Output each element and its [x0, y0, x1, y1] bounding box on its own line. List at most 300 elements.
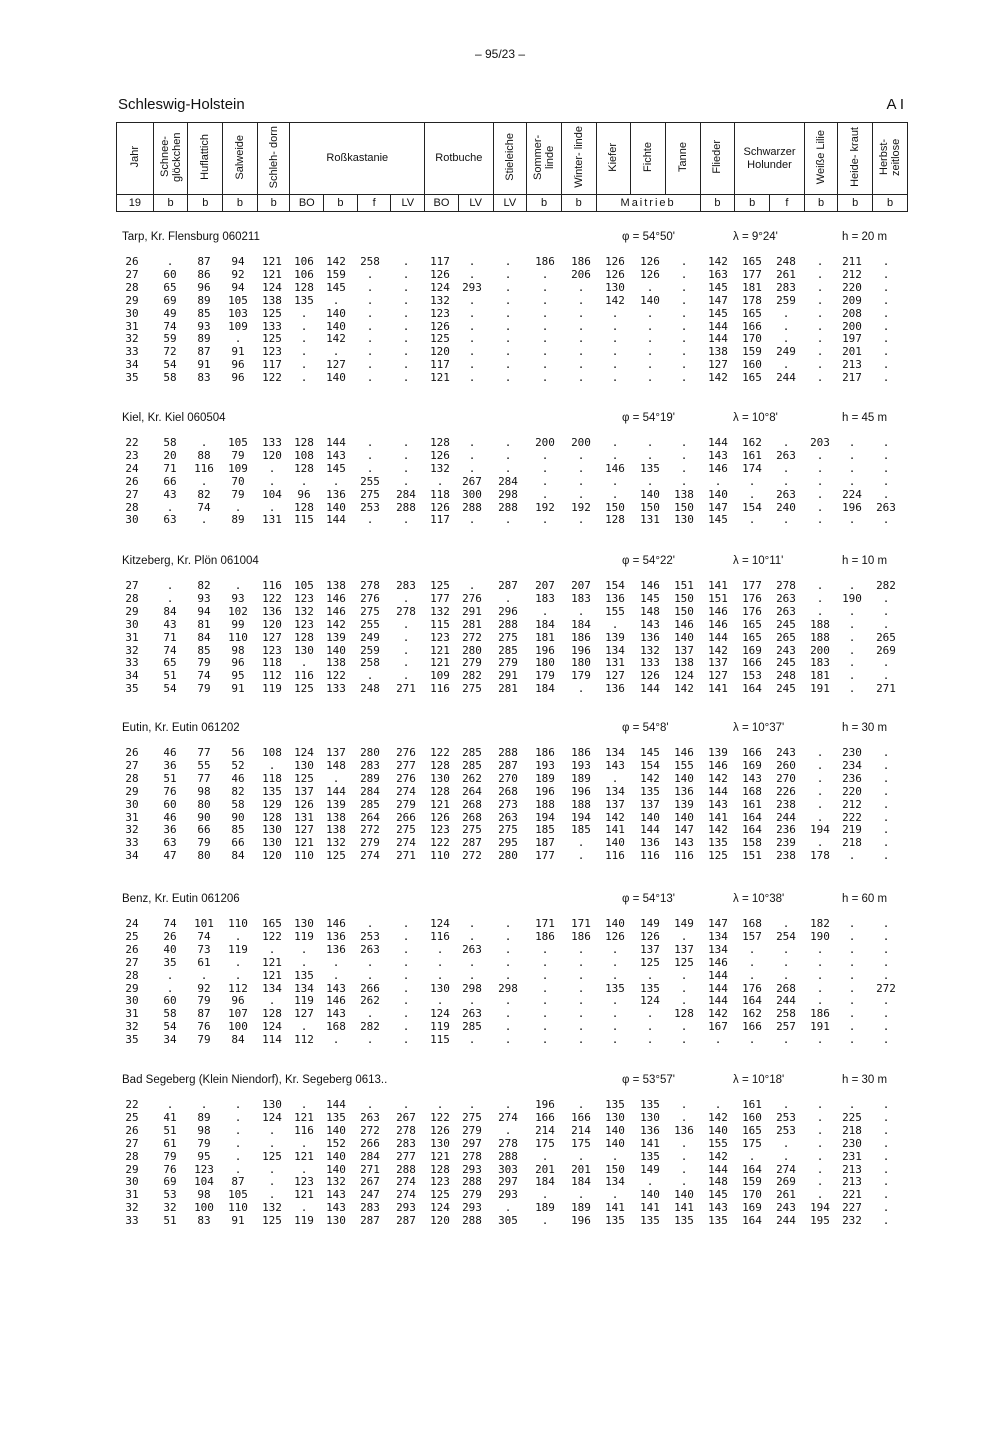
- data-cell: 116: [262, 579, 282, 592]
- data-cell: 132: [430, 604, 450, 618]
- data-cell: .: [300, 319, 308, 333]
- year-cell: 31: [125, 810, 139, 824]
- data-cell: 278: [396, 1123, 416, 1137]
- data-cell: 258: [360, 255, 380, 268]
- data-cell: .: [504, 1098, 512, 1111]
- data-cell: 189: [571, 771, 591, 785]
- data-cell: 152: [326, 1136, 346, 1150]
- data-cell: .: [366, 345, 374, 359]
- data-cell: 297: [498, 1175, 518, 1189]
- data-cell: 165: [262, 917, 282, 930]
- column-label: Jahr: [128, 146, 141, 168]
- data-cell: 272: [360, 823, 380, 837]
- data-cell: 169: [742, 643, 762, 657]
- data-cell: 121: [262, 267, 282, 281]
- data-cell: .: [882, 1110, 890, 1124]
- table-row: [0, 1188, 1000, 1201]
- data-cell: 144: [708, 436, 728, 449]
- data-cell: 259: [776, 293, 796, 307]
- data-cell: .: [646, 280, 654, 294]
- data-cell: 158: [742, 836, 762, 850]
- data-cell: .: [402, 630, 410, 644]
- data-cell: .: [611, 436, 619, 449]
- data-cell: .: [748, 1033, 756, 1047]
- data-cell: 99: [231, 617, 245, 631]
- data-cell: .: [816, 371, 824, 385]
- data-cell: .: [234, 1110, 242, 1124]
- station-height: h = 30 m: [842, 1074, 888, 1086]
- data-cell: 100: [228, 1020, 248, 1034]
- data-cell: 200: [810, 643, 830, 657]
- data-cell: .: [577, 293, 585, 307]
- data-cell: 135: [605, 1098, 625, 1111]
- data-cell: 186: [571, 630, 591, 644]
- year-cell: 30: [125, 306, 139, 320]
- data-cell: 285: [462, 758, 482, 772]
- data-cell: .: [816, 746, 824, 759]
- data-cell: 94: [197, 604, 211, 618]
- data-cell: .: [402, 929, 410, 943]
- data-cell: 276: [396, 771, 416, 785]
- data-cell: 200: [535, 436, 555, 449]
- data-cell: 174: [742, 461, 762, 475]
- data-cell: .: [577, 280, 585, 294]
- data-cell: 281: [462, 617, 482, 631]
- data-cell: 61: [163, 1136, 177, 1150]
- data-cell: .: [816, 810, 824, 824]
- data-cell: 85: [197, 306, 211, 320]
- data-cell: 155: [605, 604, 625, 618]
- data-cell: 116: [605, 849, 625, 863]
- data-cell: 106: [294, 255, 314, 268]
- data-cell: 130: [430, 1136, 450, 1150]
- data-cell: .: [816, 267, 824, 281]
- data-cell: 77: [197, 771, 211, 785]
- data-cell: .: [577, 994, 585, 1008]
- data-cell: 140: [326, 1149, 346, 1163]
- data-cell: 82: [231, 784, 245, 798]
- data-cell: 274: [360, 849, 380, 863]
- table-row: [0, 358, 1000, 371]
- data-cell: 126: [430, 319, 450, 333]
- data-cell: .: [300, 358, 308, 372]
- data-cell: .: [436, 474, 444, 488]
- data-cell: .: [366, 461, 374, 475]
- data-cell: 144: [326, 436, 346, 449]
- data-cell: .: [680, 371, 688, 385]
- column-label: Schleh- dorn: [267, 125, 280, 189]
- data-cell: .: [268, 758, 276, 772]
- data-cell: 110: [294, 849, 314, 863]
- data-cell: 138: [326, 656, 346, 670]
- year-cell: 32: [125, 643, 139, 657]
- data-cell: 91: [231, 682, 245, 696]
- data-cell: 66: [163, 474, 177, 488]
- data-cell: 105: [294, 579, 314, 592]
- data-cell: .: [268, 1162, 276, 1176]
- data-cell: 164: [742, 994, 762, 1008]
- data-cell: 146: [640, 579, 660, 592]
- data-cell: 222: [842, 810, 862, 824]
- data-cell: .: [680, 1149, 688, 1163]
- data-cell: 125: [708, 849, 728, 863]
- station-longitude: λ = 10°18': [733, 1074, 785, 1086]
- data-cell: 74: [163, 643, 177, 657]
- table-row: [0, 811, 1000, 824]
- data-cell: .: [848, 436, 856, 449]
- data-cell: 49: [163, 306, 177, 320]
- data-cell: 140: [326, 1123, 346, 1137]
- data-cell: 143: [708, 448, 728, 462]
- data-cell: 266: [360, 1136, 380, 1150]
- data-cell: 121: [294, 1149, 314, 1163]
- data-cell: .: [748, 474, 756, 488]
- data-cell: 125: [262, 306, 282, 320]
- data-cell: .: [402, 591, 410, 605]
- station-latitude: φ = 54°8': [622, 722, 669, 734]
- data-cell: 103: [228, 306, 248, 320]
- data-cell: 74: [163, 917, 177, 930]
- column-label: Huflattich: [199, 134, 212, 180]
- data-cell: 139: [674, 797, 694, 811]
- data-cell: 127: [605, 669, 625, 683]
- data-cell: 56: [231, 746, 245, 759]
- data-cell: .: [504, 1033, 512, 1047]
- data-cell: .: [680, 1162, 688, 1176]
- data-cell: 178: [742, 293, 762, 307]
- data-cell: 106: [294, 267, 314, 281]
- data-cell: 134: [708, 929, 728, 943]
- data-cell: 271: [396, 849, 416, 863]
- data-cell: 214: [535, 1123, 555, 1137]
- table-row: [0, 982, 1000, 995]
- data-cell: .: [611, 345, 619, 359]
- data-cell: 262: [462, 771, 482, 785]
- data-cell: .: [816, 579, 824, 592]
- data-cell: .: [541, 1149, 549, 1163]
- data-cell: .: [882, 836, 890, 850]
- year-cell: 32: [125, 1201, 139, 1215]
- data-cell: 128: [294, 280, 314, 294]
- data-cell: .: [882, 591, 890, 605]
- data-cell: 93: [197, 319, 211, 333]
- data-cell: 150: [605, 1162, 625, 1176]
- data-cell: 130: [674, 513, 694, 527]
- data-cell: 283: [776, 280, 796, 294]
- data-cell: 181: [742, 280, 762, 294]
- data-cell: 118: [262, 771, 282, 785]
- data-cell: 213: [842, 1175, 862, 1189]
- data-cell: 140: [708, 1123, 728, 1137]
- data-cell: 193: [535, 758, 555, 772]
- data-cell: 245: [776, 617, 796, 631]
- data-cell: .: [234, 1162, 242, 1176]
- data-cell: 217: [842, 371, 862, 385]
- data-cell: 263: [462, 1007, 482, 1021]
- data-cell: 72: [163, 345, 177, 359]
- data-cell: 40: [163, 942, 177, 956]
- column-code: f: [770, 195, 805, 212]
- data-cell: 124: [430, 1007, 450, 1021]
- data-cell: .: [234, 929, 242, 943]
- data-cell: 47: [163, 849, 177, 863]
- data-cell: 171: [571, 917, 591, 930]
- data-cell: .: [611, 1020, 619, 1034]
- data-cell: 266: [360, 981, 380, 995]
- page-number: – 95/23 –: [474, 47, 526, 61]
- data-cell: .: [848, 630, 856, 644]
- data-cell: 244: [776, 810, 796, 824]
- table-row: [0, 943, 1000, 956]
- data-cell: 288: [498, 617, 518, 631]
- table-row: [0, 669, 1000, 682]
- data-cell: 101: [194, 917, 214, 930]
- data-cell: 136: [326, 942, 346, 956]
- data-cell: 279: [360, 836, 380, 850]
- data-cell: .: [300, 955, 308, 969]
- data-cell: 287: [360, 1214, 380, 1228]
- data-cell: .: [680, 255, 688, 268]
- data-cell: 121: [262, 955, 282, 969]
- data-cell: 139: [326, 630, 346, 644]
- data-cell: .: [366, 306, 374, 320]
- data-cell: 36: [163, 823, 177, 837]
- data-cell: .: [332, 968, 340, 982]
- data-cell: 194: [810, 1201, 830, 1215]
- year-cell: 27: [125, 579, 139, 592]
- data-cell: 135: [640, 981, 660, 995]
- data-cell: 140: [674, 810, 694, 824]
- data-cell: 69: [163, 1175, 177, 1189]
- data-cell: .: [300, 656, 308, 670]
- data-cell: .: [680, 1033, 688, 1047]
- data-cell: .: [782, 319, 790, 333]
- data-cell: .: [816, 797, 824, 811]
- column-header: [290, 123, 425, 195]
- data-cell: .: [882, 942, 890, 956]
- station-block: [0, 893, 1000, 1063]
- data-cell: 127: [708, 358, 728, 372]
- data-cell: .: [816, 461, 824, 475]
- data-cell: 116: [294, 1123, 314, 1137]
- data-cell: 268: [498, 784, 518, 798]
- data-cell: .: [646, 1007, 654, 1021]
- data-cell: .: [816, 1175, 824, 1189]
- data-cell: .: [816, 994, 824, 1008]
- data-cell: .: [577, 968, 585, 982]
- table-row: [0, 656, 1000, 669]
- data-cell: 194: [535, 810, 555, 824]
- data-cell: 154: [742, 500, 762, 514]
- data-cell: .: [402, 656, 410, 670]
- data-cell: .: [468, 332, 476, 346]
- data-cell: 123: [430, 823, 450, 837]
- data-cell: .: [882, 280, 890, 294]
- data-cell: .: [882, 617, 890, 631]
- data-cell: 180: [535, 656, 555, 670]
- data-cell: 79: [197, 1033, 211, 1047]
- station-name: Kiel, Kr. Kiel 060504: [122, 412, 226, 424]
- data-cell: .: [234, 579, 242, 592]
- data-cell: 296: [498, 604, 518, 618]
- data-cell: .: [200, 968, 208, 982]
- data-cell: .: [504, 461, 512, 475]
- data-cell: 98: [197, 784, 211, 798]
- data-cell: 124: [262, 280, 282, 294]
- data-cell: .: [882, 1201, 890, 1215]
- data-cell: 83: [197, 1214, 211, 1228]
- column-header: [153, 123, 188, 195]
- data-cell: 121: [294, 1188, 314, 1202]
- data-cell: 108: [262, 746, 282, 759]
- data-cell: 124: [262, 1110, 282, 1124]
- data-cell: .: [504, 955, 512, 969]
- data-cell: .: [816, 1136, 824, 1150]
- year-cell: 29: [125, 604, 139, 618]
- data-cell: .: [468, 994, 476, 1008]
- data-cell: 244: [776, 994, 796, 1008]
- data-cell: 122: [326, 669, 346, 683]
- data-cell: 275: [396, 823, 416, 837]
- data-cell: 184: [535, 617, 555, 631]
- data-cell: 276: [360, 591, 380, 605]
- data-cell: 275: [462, 823, 482, 837]
- data-cell: .: [816, 1110, 824, 1124]
- data-cell: 71: [163, 461, 177, 475]
- data-cell: 133: [262, 319, 282, 333]
- data-cell: .: [541, 1020, 549, 1034]
- data-cell: .: [782, 1136, 790, 1150]
- data-cell: 146: [708, 461, 728, 475]
- data-cell: 162: [742, 436, 762, 449]
- data-cell: .: [782, 358, 790, 372]
- data-cell: 275: [360, 604, 380, 618]
- data-cell: 164: [742, 810, 762, 824]
- data-cell: .: [402, 436, 410, 449]
- data-cell: .: [680, 994, 688, 1008]
- data-cell: 266: [396, 810, 416, 824]
- table-row: [0, 836, 1000, 849]
- data-cell: .: [882, 487, 890, 501]
- data-cell: 236: [842, 771, 862, 785]
- data-cell: 126: [640, 929, 660, 943]
- data-cell: .: [402, 942, 410, 956]
- data-cell: 122: [430, 746, 450, 759]
- data-cell: .: [366, 358, 374, 372]
- data-cell: 295: [498, 836, 518, 850]
- data-cell: 293: [462, 1162, 482, 1176]
- data-cell: 258: [360, 656, 380, 670]
- data-cell: .: [748, 942, 756, 956]
- data-cell: 137: [674, 942, 694, 956]
- data-cell: .: [882, 1033, 890, 1047]
- data-cell: .: [366, 332, 374, 346]
- data-cell: 128: [605, 513, 625, 527]
- data-cell: 175: [742, 1136, 762, 1150]
- data-cell: .: [436, 942, 444, 956]
- data-cell: 131: [640, 513, 660, 527]
- data-cell: 125: [294, 682, 314, 696]
- data-cell: 149: [640, 917, 660, 930]
- data-cell: .: [402, 981, 410, 995]
- data-cell: .: [402, 332, 410, 346]
- data-cell: 143: [640, 617, 660, 631]
- year-cell: 32: [125, 823, 139, 837]
- data-cell: .: [646, 306, 654, 320]
- data-cell: .: [332, 955, 340, 969]
- data-cell: 238: [776, 849, 796, 863]
- data-cell: 136: [674, 784, 694, 798]
- data-cell: .: [468, 917, 476, 930]
- data-cell: 154: [640, 758, 660, 772]
- data-cell: .: [166, 968, 174, 982]
- data-cell: 225: [842, 1110, 862, 1124]
- data-cell: .: [782, 474, 790, 488]
- column-header: [493, 123, 527, 195]
- data-cell: .: [882, 823, 890, 837]
- data-cell: .: [268, 461, 276, 475]
- data-cell: 123: [294, 617, 314, 631]
- data-cell: .: [541, 487, 549, 501]
- data-cell: 187: [535, 836, 555, 850]
- data-cell: 150: [674, 500, 694, 514]
- data-cell: 116: [430, 929, 450, 943]
- data-cell: 135: [640, 1149, 660, 1163]
- data-cell: 279: [498, 656, 518, 670]
- data-cell: 168: [742, 784, 762, 798]
- data-cell: 267: [462, 474, 482, 488]
- column-code: b: [735, 195, 770, 212]
- data-cell: .: [468, 255, 476, 268]
- data-cell: .: [577, 1033, 585, 1047]
- data-cell: .: [882, 917, 890, 930]
- data-cell: 121: [294, 836, 314, 850]
- data-cell: .: [882, 656, 890, 670]
- data-cell: .: [268, 474, 276, 488]
- data-cell: 142: [708, 643, 728, 657]
- data-cell: 20: [163, 448, 177, 462]
- data-cell: 116: [674, 849, 694, 863]
- station-longitude: λ = 10°38': [733, 893, 785, 905]
- data-cell: 110: [228, 630, 248, 644]
- data-cell: .: [816, 758, 824, 772]
- data-cell: .: [402, 917, 410, 930]
- data-cell: .: [680, 280, 688, 294]
- data-cell: 144: [708, 994, 728, 1008]
- data-cell: .: [436, 994, 444, 1008]
- data-cell: 92: [197, 981, 211, 995]
- data-cell: 287: [396, 1214, 416, 1228]
- data-cell: 232: [842, 1214, 862, 1228]
- data-cell: 255: [360, 617, 380, 631]
- data-cell: 253: [360, 929, 380, 943]
- data-cell: 130: [294, 758, 314, 772]
- data-cell: 132: [262, 1201, 282, 1215]
- data-cell: 127: [708, 669, 728, 683]
- data-cell: .: [402, 1098, 410, 1111]
- table-row: [0, 255, 1000, 268]
- station-longitude: λ = 10°11': [733, 555, 784, 567]
- data-cell: .: [541, 267, 549, 281]
- table-row: [0, 1098, 1000, 1111]
- data-cell: 264: [462, 784, 482, 798]
- data-cell: 267: [396, 1110, 416, 1124]
- data-cell: .: [541, 1214, 549, 1228]
- data-cell: 168: [742, 917, 762, 930]
- data-cell: .: [782, 436, 790, 449]
- data-cell: .: [816, 513, 824, 527]
- data-cell: .: [577, 955, 585, 969]
